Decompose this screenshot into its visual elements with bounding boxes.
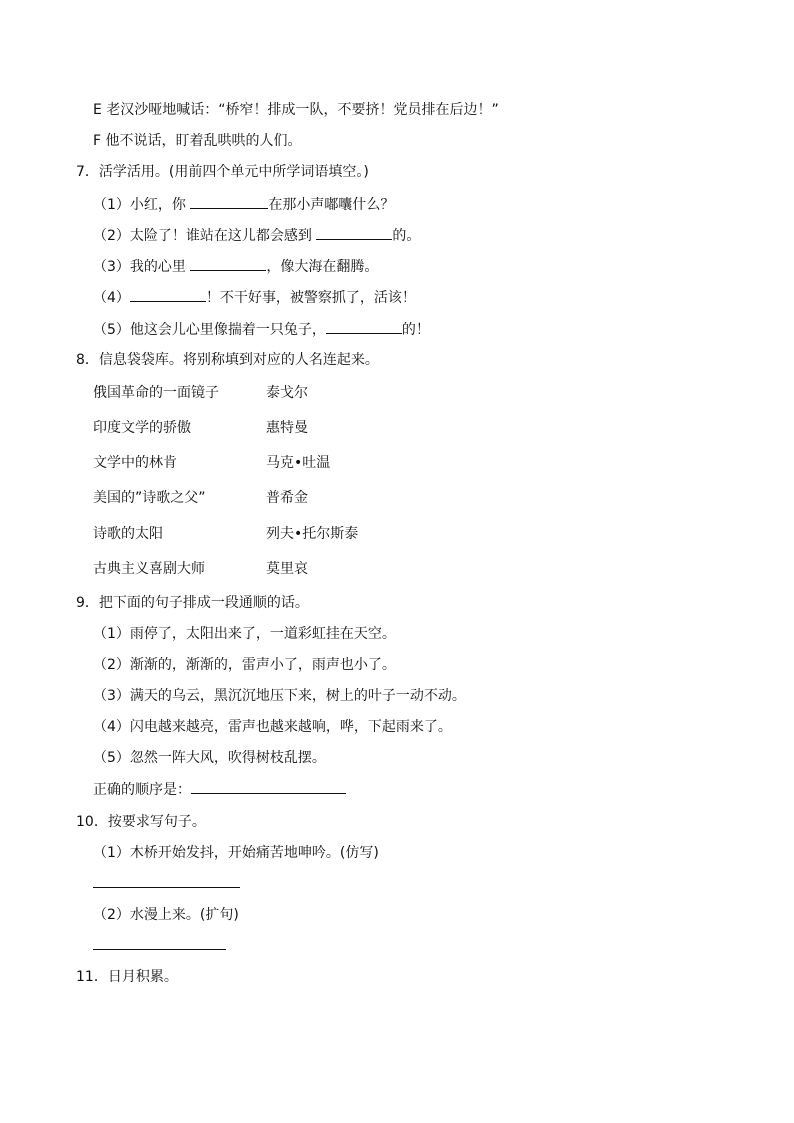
q7-item-5-post: 的！ [401,322,430,338]
q8-person-4: 普希金 [266,490,308,506]
q7-blank-4[interactable] [130,287,206,302]
q6-option-e: E 老汉沙哑地喊话：“桥窄！排成一队，不要挤！党员排在后边！” [93,102,499,118]
q9-answer-blank[interactable] [191,779,346,794]
q7-title: 7．活学活用。(用前四个单元中所学词语填空。) [76,164,369,180]
q6-option-f: F 他不说话，盯着乱哄哄的人们。 [93,133,302,149]
q10-answer-line-1[interactable] [93,887,240,888]
q7-item-3-post: ，像大海在翻腾。 [266,259,379,275]
q8-person-1: 泰戈尔 [266,385,308,401]
q10-item-2: （2）水漫上来。(扩句) [93,907,239,923]
q7-item-2-post: 的。 [392,228,421,244]
q9-answer-label: 正确的顺序是： [93,782,191,798]
q8-person-2: 惠特曼 [266,420,308,436]
q7-item-5-pre: （5）他这会儿心里像揣着一只兔子， [93,322,326,338]
q8-person-6: 莫里哀 [266,561,308,577]
q9-item-2: （2）渐渐的，渐渐的，雷声小了，雨声也小了。 [93,657,396,673]
q7-blank-5[interactable] [326,319,402,334]
q10-answer-line-2[interactable] [93,949,226,950]
q10-title: 10．按要求写句子。 [76,814,206,830]
q8-title: 8．信息袋袋库。将别称填到对应的人名连起来。 [76,352,379,368]
q8-person-3: 马克•吐温 [266,455,331,471]
q8-alias-3: 文学中的林肯 [93,455,177,471]
q11-title: 11．日月积累。 [76,969,178,985]
q7-item-5 [93,319,430,340]
q9-item-4: （4）闪电越来越亮，雷声也越来越响，哗，下起雨来了。 [93,719,452,735]
q7-item-2-pre: （2）太险了！谁站在这儿都会感到 [93,228,317,244]
q8-alias-6: 古典主义喜剧大师 [93,561,205,577]
q7-item-2 [93,225,420,246]
q7-item-4 [93,287,416,308]
q7-item-3 [93,256,378,277]
q9-answer [93,779,346,800]
q7-item-1-pre: （1）小红，你 [93,197,191,213]
q8-alias-2: 印度文学的骄傲 [93,420,191,436]
q9-title: 9．把下面的句子排成一段通顺的话。 [76,595,309,611]
q8-person-5: 列夫•托尔斯泰 [266,526,359,542]
q7-blank-1[interactable] [190,194,268,209]
q7-item-3-pre: （3）我的心里 [93,259,191,275]
q8-alias-1: 俄国革命的一面镜子 [93,385,219,401]
q7-item-4-pre: （4） [93,290,130,306]
q7-item-1-post: 在那小声嘟囔什么？ [268,197,395,213]
q8-alias-4: 美国的”诗歌之父” [93,490,206,506]
q7-item-4-post: ！不干好事，被警察抓了，活该！ [205,290,416,306]
q10-item-1: （1）木桥开始发抖，开始痛苦地呻吟。(仿写) [93,845,379,861]
q7-blank-2[interactable] [316,225,392,240]
q9-item-3: （3）满天的乌云，黑沉沉地压下来，树上的叶子一动不动。 [93,688,466,704]
q8-alias-5: 诗歌的太阳 [93,526,163,542]
q7-blank-3[interactable] [190,256,266,271]
q9-item-1: （1）雨停了，太阳出来了，一道彩虹挂在天空。 [93,626,396,642]
q7-item-1 [93,194,394,215]
q9-item-5: （5）忽然一阵大风，吹得树枝乱摆。 [93,750,326,766]
